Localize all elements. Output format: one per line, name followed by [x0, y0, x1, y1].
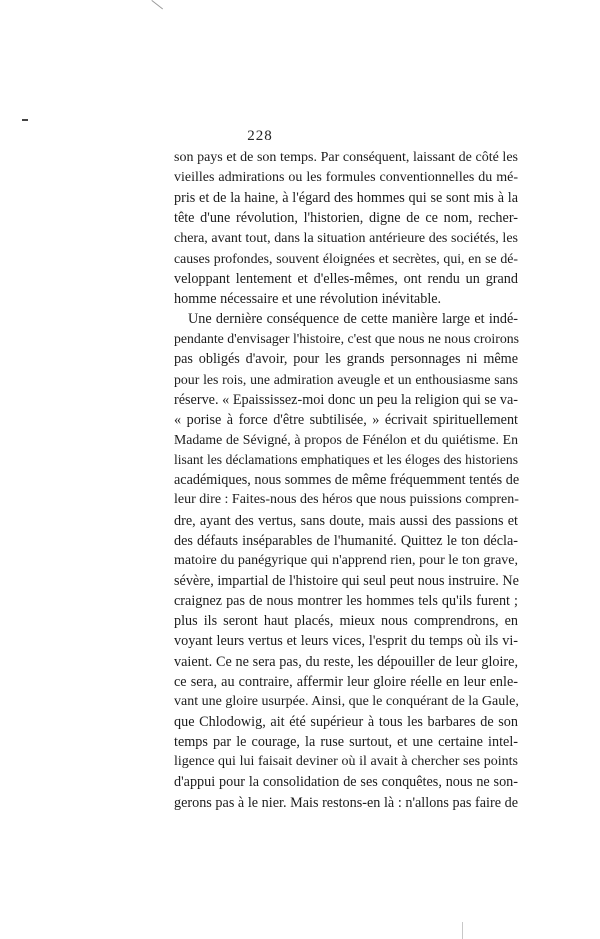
text-line: pas obligés d'avoir, pour les grands personnages ni même	[174, 351, 518, 368]
text-line: causes profondes, souvent éloignées et secrètes, qui, en se dé-	[174, 250, 518, 266]
text-line: d'appui pour la consolidation de ses conquêtes, nous ne son-	[174, 774, 518, 791]
text-line: pendante d'envisager l'histoire, c'est que nous ne nous croirons	[174, 331, 520, 347]
scan-artifact-mark	[22, 119, 28, 121]
text-line: chera, avant tout, dans la situation antérieure des sociétés, les	[174, 230, 518, 246]
text-line: vieilles admirations ou les formules conventionnelles du mé-	[174, 170, 518, 186]
text-line: que Chlodowig, ait été supérieur à tous les barbares de son	[174, 713, 518, 730]
text-line: son pays et de son temps. Par conséquent, laissant de côté les	[174, 150, 518, 165]
scan-artifact-mark	[462, 922, 463, 939]
text-line: dre, ayant des vertus, sans doute, mais aussi des passions et	[174, 512, 518, 529]
text-line: pris et de la haine, à l'égard des hommes qui se sont mis à la	[174, 190, 518, 207]
text-line: ligence qui lui faisait deviner où il avait à chercher ses points	[174, 754, 518, 770]
text-line: voyant leurs vertus et leurs vices, l'esprit du temps où ils vi-	[174, 633, 518, 650]
text-line: pour les rois, une admiration aveugle et un enthousiasme sans	[174, 371, 518, 387]
text-line: gerons pas à le nier. Mais restons-en là : n'allons pas faire de	[174, 794, 518, 811]
text-line: tête d'une révolution, l'historien, digne de ce nom, recher-	[174, 210, 518, 227]
text-line: craignez pas de nous montrer les hommes tels qu'ils furent ;	[174, 593, 518, 610]
text-line: matoire du panégyrique qui n'apprend rien, pour le ton grave,	[174, 552, 518, 568]
text-line: plus ils seront haut placés, mieux nous comprendrons, en	[174, 613, 518, 630]
text-line: académiques, nous sommes de même fréquemment tentés de	[174, 472, 520, 489]
page-number: 228	[247, 128, 273, 144]
text-line: temps par le courage, la ruse surtout, et une certaine intel-	[174, 734, 518, 751]
text-line: Madame de Sévigné, à propos de Fénélon et du quiétisme. En	[174, 431, 518, 447]
text-line: vaient. Ce ne sera pas, du reste, les dépouiller de leur gloire,	[174, 653, 518, 670]
text-line: lisant les déclamations emphatiques et les éloges des historiens	[174, 452, 518, 468]
text-line: vant une gloire usurpée. Ainsi, que le conquérant de la Gaule,	[174, 693, 519, 709]
text-line: « porise à force d'être subtilisée, » écrivait spirituellement	[174, 411, 518, 428]
scan-artifact-mark	[151, 0, 163, 9]
text-line: veloppant lentement et d'elles-mêmes, ont rendu un grand	[174, 270, 518, 287]
text-line: sévère, impartial de l'histoire qui seul peut nous instruire. Ne	[174, 572, 519, 589]
body-text	[174, 148, 518, 813]
text-line: ce sera, au contraire, affermir leur gloire réelle en leur enle-	[174, 673, 518, 690]
text-line: homme nécessaire et une révolution inévitable.	[174, 290, 442, 307]
text-line: réserve. « Epaississez-moi donc un peu la religion qui se va-	[174, 391, 518, 408]
text-line: Une dernière conséquence de cette manière large et indé-	[188, 311, 518, 328]
text-line: des défauts inséparables de l'humanité. Quittez le ton décla-	[174, 532, 518, 549]
text-line: leur dire : Faites-nous des héros que nous puissions compren-	[174, 492, 519, 508]
